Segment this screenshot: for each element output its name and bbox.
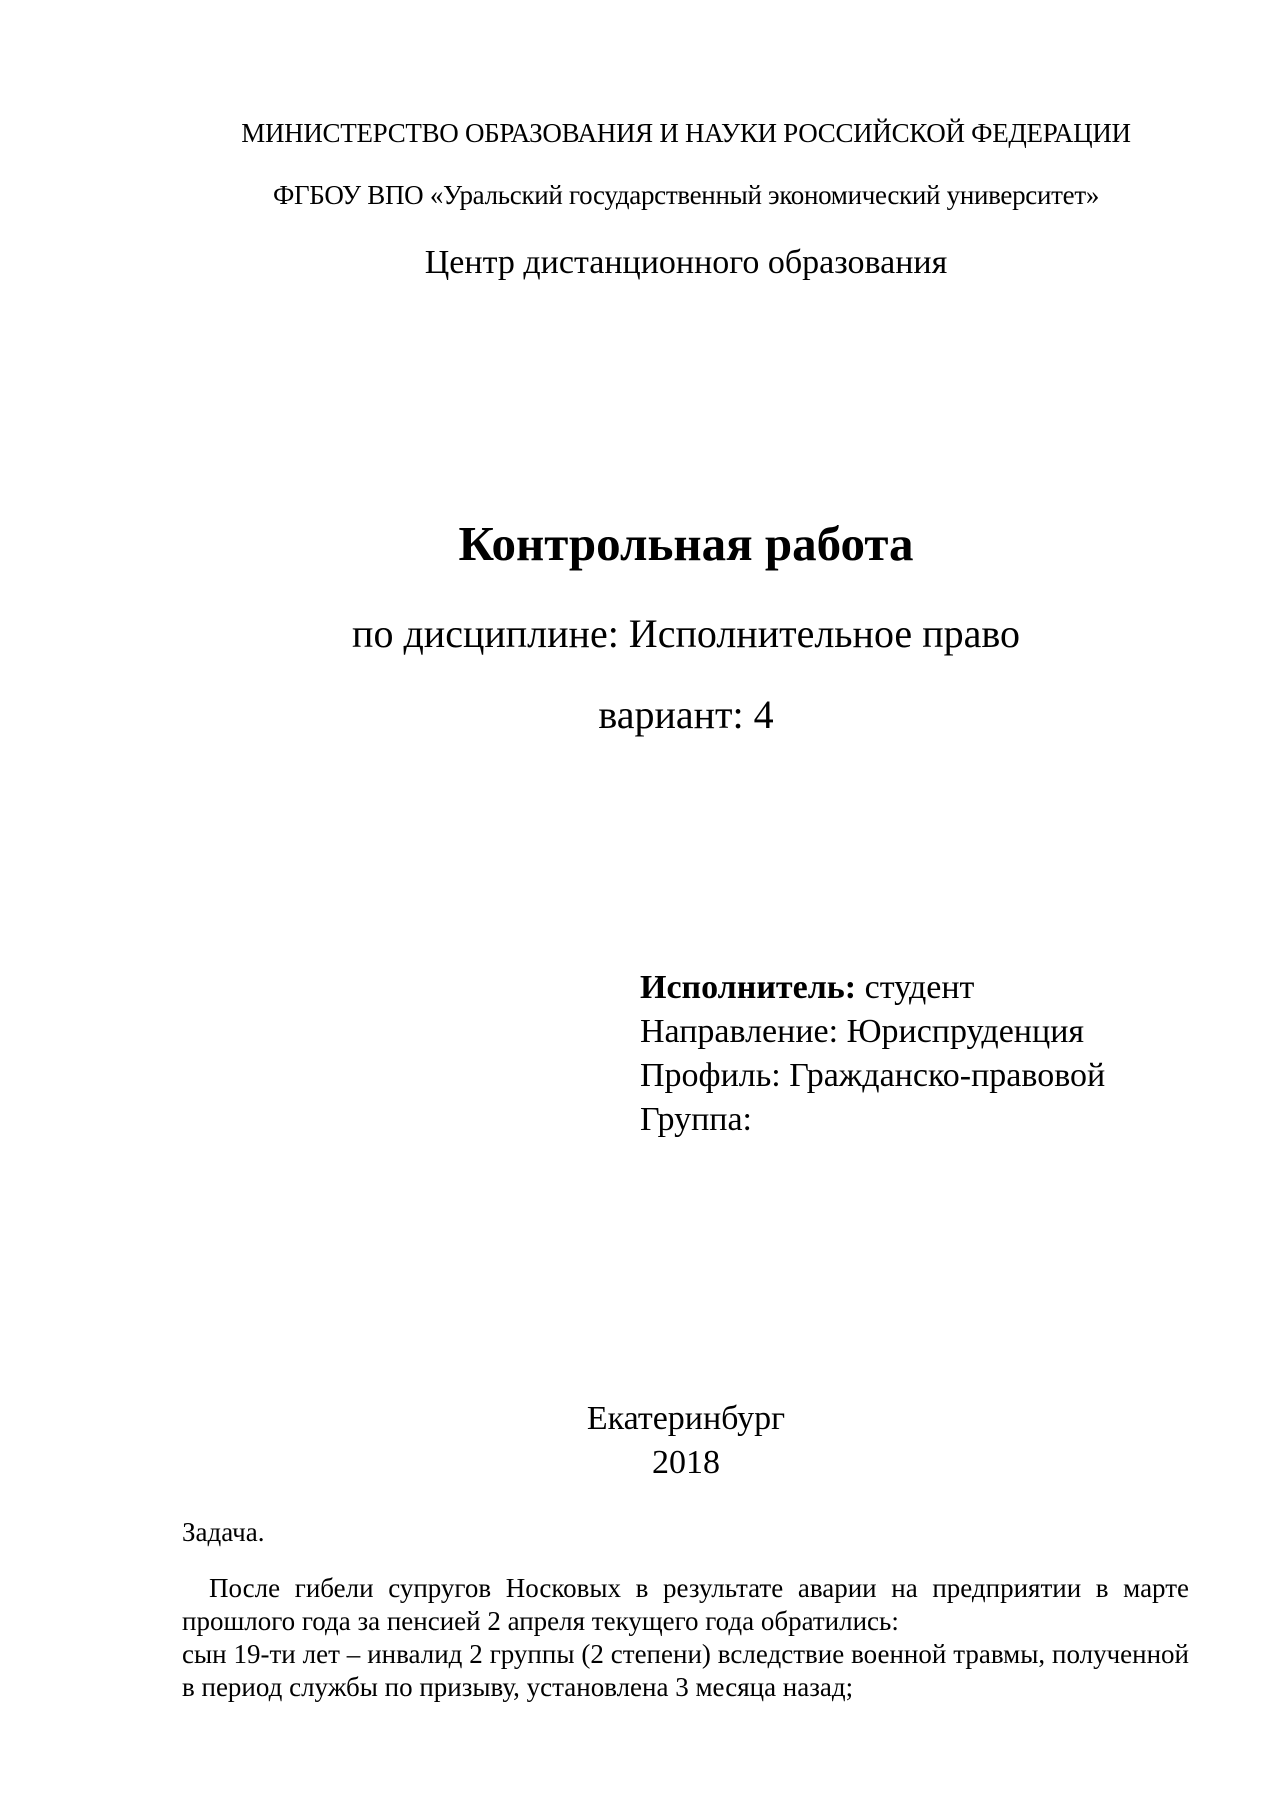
performer-block <box>640 966 1105 1142</box>
direction-line: Направление: Юриспруденция <box>640 1013 1085 1050</box>
profile-line: Профиль: Гражданско-правовой <box>640 1057 1106 1094</box>
ministry-heading: МИНИСТЕРСТВО ОБРАЗОВАНИЯ И НАУКИ РОССИЙСКОЙ ФЕДЕРАЦИИ <box>241 118 1131 148</box>
performer-label: Исполнитель: <box>640 969 857 1006</box>
group-line: Группа: <box>640 1101 752 1138</box>
center-heading: Центр дистанционного образования <box>424 244 948 281</box>
year-line: 2018 <box>652 1444 720 1481</box>
task-paragraph: После гибели супругов Носковых в результате аварии на предприятии в марте прошлого года за пенсией 2 апреля текущего года обратились: <box>182 1573 1189 1636</box>
city-line: Екатеринбург <box>586 1400 786 1437</box>
document-title: Контрольная работа <box>458 516 914 571</box>
university-heading: ФГБОУ ВПО «Уральский государственный экономический университет» <box>272 180 1100 210</box>
performer-value: студент <box>856 969 975 1006</box>
task-heading: Задача. <box>182 1517 265 1547</box>
discipline-line: по дисциплине: Исполнительное право <box>352 611 1020 656</box>
performer-line <box>640 966 1105 1010</box>
variant-line: вариант: 4 <box>598 692 774 737</box>
task-body <box>182 1572 1189 1704</box>
task-paragraph: сын 19-ти лет – инвалид 2 группы (2 степени) вследствие военной травмы, полученной в период службы по призыву, установлена 3 месяца назад; <box>182 1639 1189 1702</box>
